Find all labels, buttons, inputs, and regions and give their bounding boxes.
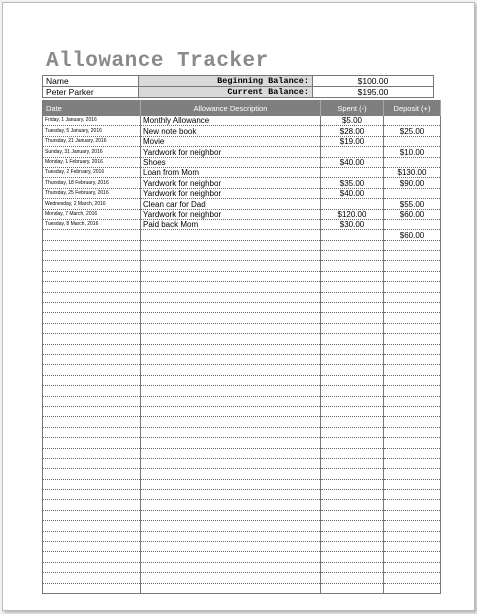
empty-table-row [43,251,441,261]
empty-table-row [43,282,441,292]
name-value[interactable]: Peter Parker [43,87,139,98]
spent-cell[interactable] [321,396,384,406]
date-cell[interactable]: Friday, 1 January, 2016 [43,116,141,126]
date-cell[interactable] [43,334,141,344]
description-cell[interactable] [141,251,321,261]
deposit-cell[interactable] [384,552,441,562]
spent-cell[interactable]: $40.00 [321,157,384,167]
deposit-cell[interactable] [384,136,441,146]
empty-table-row [43,303,441,313]
empty-table-row [43,354,441,364]
spent-cell[interactable] [321,313,384,323]
date-cell[interactable] [43,500,141,510]
deposit-cell[interactable] [384,510,441,520]
date-cell[interactable]: Tuesday, 5 January, 2016 [43,126,141,136]
empty-table-row [43,406,441,416]
date-cell[interactable] [43,396,141,406]
description-cell[interactable] [141,562,321,572]
spent-cell[interactable]: $30.00 [321,219,384,229]
description-cell[interactable] [141,271,321,281]
column-header-description: Allowance Description [141,100,321,116]
table-row [43,209,441,219]
table-row [43,199,441,209]
date-cell[interactable] [43,427,141,437]
empty-table-row [43,479,441,489]
deposit-cell[interactable] [384,490,441,500]
table-row [43,157,441,167]
description-cell[interactable] [141,261,321,271]
deposit-cell[interactable]: $90.00 [384,178,441,188]
spent-cell[interactable] [321,458,384,468]
date-cell[interactable]: Monday, 1 February, 2016 [43,157,141,167]
date-cell[interactable] [43,438,141,448]
empty-table-row [43,261,441,271]
spent-cell[interactable]: $5.00 [321,116,384,126]
empty-table-row [43,417,441,427]
deposit-cell[interactable] [384,334,441,344]
description-cell[interactable] [141,458,321,468]
date-cell[interactable]: Tuesday, 8 March, 2016 [43,219,141,229]
deposit-cell[interactable] [384,323,441,333]
deposit-cell[interactable] [384,521,441,531]
description-cell[interactable] [141,292,321,302]
empty-table-row [43,469,441,479]
table-row [43,167,441,177]
deposit-cell[interactable] [384,386,441,396]
empty-table-row [43,386,441,396]
date-cell[interactable] [43,448,141,458]
spent-cell[interactable] [321,147,384,157]
date-cell[interactable] [43,479,141,489]
deposit-cell[interactable] [384,292,441,302]
beginning-balance-label: Beginning Balance: [139,76,313,87]
date-cell[interactable] [43,261,141,271]
empty-table-row [43,344,441,354]
date-cell[interactable]: Monday, 7 March, 2016 [43,209,141,219]
date-cell[interactable] [43,573,141,583]
spent-cell[interactable] [321,271,384,281]
date-cell[interactable] [43,282,141,292]
deposit-cell[interactable] [384,157,441,167]
description-cell[interactable] [141,427,321,437]
empty-table-row [43,271,441,281]
date-cell[interactable] [43,313,141,323]
date-cell[interactable]: Wednesday, 2 March, 2016 [43,199,141,209]
date-cell[interactable] [43,510,141,520]
spent-cell[interactable] [321,510,384,520]
empty-table-row [43,448,441,458]
description-cell[interactable] [141,396,321,406]
spent-cell[interactable] [321,261,384,271]
date-cell[interactable] [43,490,141,500]
spent-cell[interactable] [321,552,384,562]
empty-table-row [43,313,441,323]
ledger-header-row [43,100,441,116]
deposit-cell[interactable]: $60.00 [384,230,441,240]
spent-cell[interactable] [321,479,384,489]
deposit-cell[interactable] [384,583,441,593]
date-cell[interactable] [43,354,141,364]
description-cell[interactable] [141,282,321,292]
deposit-cell[interactable] [384,469,441,479]
allowance-ledger [42,100,441,594]
date-cell[interactable] [43,271,141,281]
description-cell[interactable] [141,521,321,531]
empty-table-row [43,365,441,375]
spent-cell[interactable] [321,490,384,500]
date-cell[interactable] [43,583,141,593]
spent-cell[interactable]: $19.00 [321,136,384,146]
deposit-cell[interactable] [384,573,441,583]
table-row [43,219,441,229]
deposit-cell[interactable] [384,271,441,281]
spent-cell[interactable] [321,531,384,541]
empty-table-row [43,562,441,572]
description-cell[interactable]: Movie [141,136,321,146]
description-cell[interactable] [141,313,321,323]
deposit-cell[interactable] [384,251,441,261]
table-row [43,230,441,240]
spent-cell[interactable] [321,354,384,364]
date-cell[interactable] [43,521,141,531]
date-cell[interactable] [43,303,141,313]
spent-cell[interactable] [321,344,384,354]
spent-cell[interactable] [321,573,384,583]
deposit-cell[interactable] [384,448,441,458]
description-cell[interactable] [141,583,321,593]
date-cell[interactable]: Thursday, 18 February, 2016 [43,178,141,188]
balance-info-table [42,75,434,98]
empty-table-row [43,500,441,510]
deposit-cell[interactable] [384,406,441,416]
column-header-spent: Spent (-) [321,100,384,116]
deposit-cell[interactable] [384,542,441,552]
spent-cell[interactable] [321,292,384,302]
date-cell[interactable] [43,251,141,261]
date-cell[interactable] [43,344,141,354]
table-row [43,116,441,126]
empty-table-row [43,552,441,562]
description-cell[interactable]: Clean car for Dad [141,199,321,209]
empty-table-row [43,521,441,531]
date-cell[interactable] [43,417,141,427]
empty-table-row [43,573,441,583]
deposit-cell[interactable] [384,313,441,323]
spent-cell[interactable] [321,438,384,448]
description-cell[interactable]: Shoes [141,157,321,167]
spent-cell[interactable] [321,406,384,416]
date-cell[interactable] [43,531,141,541]
deposit-cell[interactable] [384,375,441,385]
table-row [43,147,441,157]
empty-table-row [43,583,441,593]
description-cell[interactable] [141,448,321,458]
empty-table-row [43,334,441,344]
deposit-cell[interactable] [384,303,441,313]
current-balance-value: $195.00 [313,87,434,98]
description-cell[interactable] [141,573,321,583]
spent-cell[interactable] [321,583,384,593]
date-cell[interactable] [43,552,141,562]
spent-cell[interactable] [321,521,384,531]
empty-table-row [43,490,441,500]
spent-cell[interactable] [321,230,384,240]
spent-cell[interactable]: $40.00 [321,188,384,198]
date-cell[interactable]: Tuesday, 2 February, 2016 [43,167,141,177]
spent-cell[interactable] [321,334,384,344]
description-cell[interactable] [141,438,321,448]
description-cell[interactable]: New note book [141,126,321,136]
description-cell[interactable] [141,479,321,489]
deposit-cell[interactable] [384,458,441,468]
spent-cell[interactable]: $35.00 [321,178,384,188]
description-cell[interactable] [141,417,321,427]
description-cell[interactable] [141,323,321,333]
deposit-cell[interactable] [384,562,441,572]
description-cell[interactable]: Yardwork for neighbor [141,147,321,157]
deposit-cell[interactable] [384,219,441,229]
table-row [43,188,441,198]
empty-table-row [43,438,441,448]
description-cell[interactable] [141,240,321,250]
deposit-cell[interactable] [384,188,441,198]
spent-cell[interactable] [321,240,384,250]
empty-table-row [43,240,441,250]
table-row [43,178,441,188]
description-cell[interactable] [141,354,321,364]
date-cell[interactable] [43,292,141,302]
deposit-cell[interactable] [384,116,441,126]
empty-table-row [43,323,441,333]
spent-cell[interactable] [321,469,384,479]
description-cell[interactable] [141,531,321,541]
date-cell[interactable] [43,365,141,375]
description-cell[interactable] [141,510,321,520]
description-cell[interactable] [141,375,321,385]
date-cell[interactable] [43,240,141,250]
spent-cell[interactable]: $28.00 [321,126,384,136]
deposit-cell[interactable] [384,479,441,489]
empty-table-row [43,542,441,552]
description-cell[interactable]: Monthly Allowance [141,116,321,126]
deposit-cell[interactable] [384,500,441,510]
deposit-cell[interactable] [384,396,441,406]
spent-cell[interactable] [321,500,384,510]
deposit-cell[interactable]: $130.00 [384,167,441,177]
current-balance-label: Current Balance: [139,87,313,98]
description-cell[interactable]: Yardwork for neighbor [141,188,321,198]
date-cell[interactable] [43,323,141,333]
deposit-cell[interactable] [384,365,441,375]
date-cell[interactable] [43,375,141,385]
description-cell[interactable] [141,365,321,375]
description-cell[interactable] [141,344,321,354]
column-header-deposit: Deposit (+) [384,100,441,116]
spent-cell[interactable] [321,167,384,177]
spent-cell[interactable] [321,323,384,333]
spent-cell[interactable] [321,303,384,313]
empty-table-row [43,531,441,541]
description-cell[interactable] [141,406,321,416]
column-header-date: Date [43,100,141,116]
date-cell[interactable] [43,386,141,396]
description-cell[interactable]: Yardwork for neighbor [141,209,321,219]
deposit-cell[interactable] [384,282,441,292]
deposit-cell[interactable] [384,427,441,437]
deposit-cell[interactable] [384,261,441,271]
empty-table-row [43,458,441,468]
description-cell[interactable] [141,469,321,479]
description-cell[interactable] [141,552,321,562]
spent-cell[interactable] [321,448,384,458]
spent-cell[interactable] [321,365,384,375]
description-cell[interactable] [141,303,321,313]
table-row [43,126,441,136]
description-cell[interactable] [141,542,321,552]
description-cell[interactable] [141,230,321,240]
deposit-cell[interactable] [384,417,441,427]
spent-cell[interactable] [321,282,384,292]
beginning-balance-value[interactable]: $100.00 [313,76,434,87]
deposit-cell[interactable] [384,531,441,541]
empty-table-row [43,510,441,520]
description-cell[interactable] [141,386,321,396]
deposit-cell[interactable]: $55.00 [384,199,441,209]
date-cell[interactable] [43,230,141,240]
description-cell[interactable] [141,500,321,510]
spent-cell[interactable] [321,417,384,427]
date-cell[interactable] [43,542,141,552]
deposit-cell[interactable] [384,438,441,448]
deposit-cell[interactable]: $10.00 [384,147,441,157]
empty-table-row [43,396,441,406]
date-cell[interactable]: Sunday, 31 January, 2016 [43,147,141,157]
date-cell[interactable] [43,406,141,416]
empty-table-row [43,427,441,437]
empty-table-row [43,375,441,385]
name-label: Name [43,76,139,87]
date-cell[interactable]: Thursday, 25 February, 2016 [43,188,141,198]
page-title: Allowance Tracker [46,50,269,73]
date-cell[interactable] [43,562,141,572]
description-cell[interactable] [141,334,321,344]
description-cell[interactable]: Yardwork for neighbor [141,178,321,188]
description-cell[interactable] [141,490,321,500]
spent-cell[interactable]: $120.00 [321,209,384,219]
spent-cell[interactable] [321,386,384,396]
deposit-cell[interactable]: $25.00 [384,126,441,136]
date-cell[interactable] [43,458,141,468]
date-cell[interactable]: Thursday, 21 January, 2016 [43,136,141,146]
spent-cell[interactable] [321,427,384,437]
table-row [43,136,441,146]
ledger-body [43,116,441,593]
description-cell[interactable]: Paid back Mom [141,219,321,229]
spent-cell[interactable] [321,251,384,261]
spent-cell[interactable] [321,375,384,385]
spent-cell[interactable] [321,542,384,552]
deposit-cell[interactable] [384,240,441,250]
deposit-cell[interactable] [384,354,441,364]
empty-table-row [43,292,441,302]
spreadsheet-page [2,2,475,611]
spent-cell[interactable] [321,199,384,209]
spent-cell[interactable] [321,562,384,572]
description-cell[interactable]: Loan from Mom [141,167,321,177]
deposit-cell[interactable] [384,344,441,354]
date-cell[interactable] [43,469,141,479]
deposit-cell[interactable]: $60.00 [384,209,441,219]
